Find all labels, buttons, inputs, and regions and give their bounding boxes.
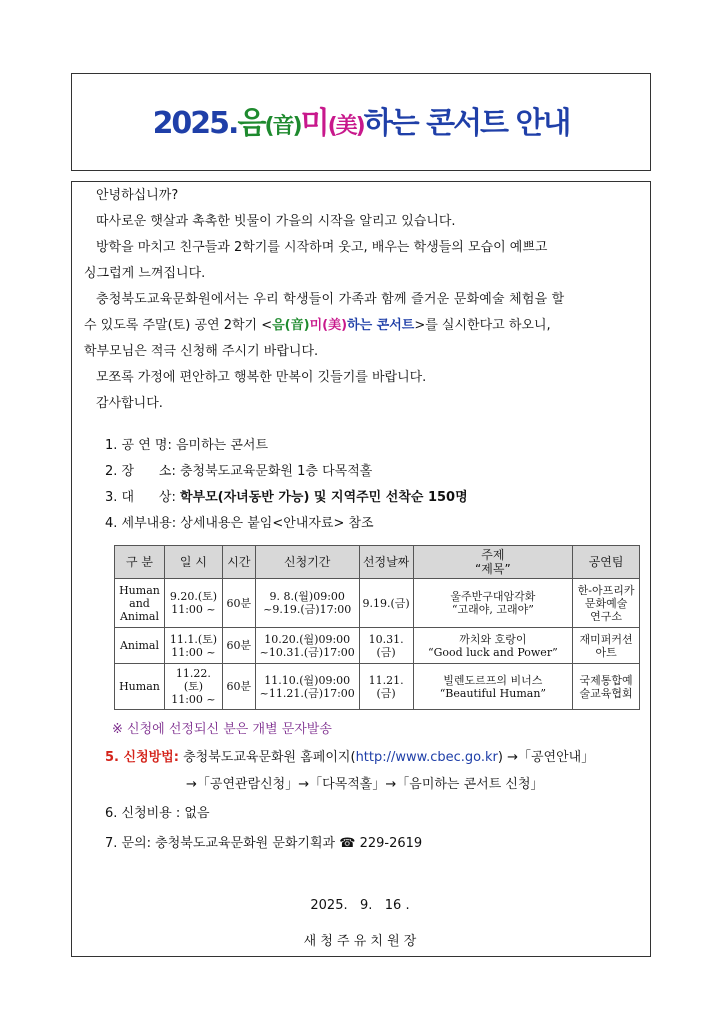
page-title	[72, 98, 650, 142]
cell-theme: 빌렌도르프의 비너스 “Beautiful Human”	[413, 664, 573, 710]
contact	[105, 836, 422, 852]
item-1	[105, 438, 268, 454]
item-2-label: 2. 장 소:	[105, 464, 176, 479]
greeting-line-8: 모쪼록 가정에 편안하고 행복한 만복이 깃들기를 바랍니다.	[96, 370, 427, 385]
cell-team: 재미퍼커션 아트	[573, 628, 640, 664]
apply-method	[105, 750, 594, 766]
cell-theme: 까치와 호랑이 “Good luck and Power”	[413, 628, 573, 664]
inline-rest: 하는 콘서트	[347, 318, 415, 333]
selection-notice: ※ 신청에 선정되신 분은 개별 문자발송	[112, 722, 332, 737]
greeting-line-5: 충청북도교육문화원에서는 우리 학생들이 가족과 함께 즐거운 문화예술 체험을 할	[96, 292, 565, 307]
title-mi: 미	[300, 106, 328, 141]
item-1-label: 1. 공 연 명:	[105, 438, 172, 453]
apply-text-2: ) →「공연안내」	[497, 750, 595, 765]
signature: 새 청 주 유 치 원 장	[303, 934, 417, 949]
header-team: 공연팀	[573, 546, 640, 579]
contact-phone: 229-2619	[359, 836, 423, 851]
title-eum-hanja: (音)	[264, 114, 301, 139]
title-rest: 하는 콘서트 안내	[363, 106, 570, 141]
item-4-value: 상세내용은 붙임<안내자료> 참조	[180, 516, 374, 531]
schedule-table	[114, 545, 640, 710]
table-row	[115, 628, 640, 664]
document-date: 2025. 9. 16 .	[310, 898, 410, 913]
item-2-value: 충청북도교육문화원 1층 다목적홀	[179, 464, 373, 479]
cell-duration: 60분	[222, 664, 255, 710]
table-row	[115, 579, 640, 628]
cell-theme: 울주반구대암각화 “고래야, 고래야”	[413, 579, 573, 628]
cell-apply-period: 11.10.(월)09:00 ~11.21.(금)17:00	[255, 664, 359, 710]
inline-mi: 미	[309, 318, 323, 333]
inline-mi-hanja: (美)	[322, 318, 348, 333]
greeting-line-6a: 수 있도록 주말(토) 공연 2학기 <	[84, 318, 273, 333]
cell-duration: 60분	[222, 579, 255, 628]
header-selection-date: 선정날짜	[359, 546, 413, 579]
inline-eum: 음	[272, 318, 285, 333]
cell-selection-date: 10.31.(금)	[359, 628, 413, 664]
cell-category: Human	[115, 664, 165, 710]
header-theme: 주제 “제목”	[413, 546, 573, 579]
table-row	[115, 664, 640, 710]
cost: 6. 신청비용 : 없음	[105, 806, 210, 821]
cell-category: Animal	[115, 628, 165, 664]
title-year: 2025.	[152, 106, 238, 141]
greeting-line-7: 학부모님은 적극 신청해 주시기 바랍니다.	[84, 344, 319, 359]
header-apply-period: 신청기간	[255, 546, 359, 579]
greeting-line-2: 따사로운 햇살과 촉촉한 빗물이 가을의 시작을 알리고 있습니다.	[96, 214, 456, 229]
apply-steps: →「공연관람신청」→「다목적홀」→「음미하는 콘서트 신청」	[186, 777, 544, 792]
title-eum: 음	[237, 106, 265, 141]
header-duration: 시간	[222, 546, 255, 579]
cell-category: Human and Animal	[115, 579, 165, 628]
homepage-link[interactable]: http://www.cbec.go.kr	[355, 750, 498, 765]
apply-text-1: 충청북도교육문화원 홈페이지(	[183, 750, 356, 765]
cell-datetime: 11.1.(토) 11:00 ~	[164, 628, 222, 664]
greeting-line-1: 안녕하십니까?	[96, 188, 179, 203]
item-4	[105, 516, 374, 532]
contact-text: 7. 문의: 충청북도교육문화원 문화기획과	[105, 836, 336, 851]
cell-datetime: 9.20.(토) 11:00 ~	[164, 579, 222, 628]
cell-datetime: 11.22. (토) 11:00 ~	[164, 664, 222, 710]
greeting-line-3: 방학을 마치고 친구들과 2학기를 시작하며 웃고, 배우는 학생들의 모습이 예쁘고	[96, 240, 548, 255]
cell-duration: 60분	[222, 628, 255, 664]
greeting-line-6	[84, 318, 551, 334]
item-2	[105, 464, 372, 480]
cell-selection-date: 11.21.(금)	[359, 664, 413, 710]
title-mi-hanja: (美)	[327, 114, 364, 139]
item-1-value: 음미하는 콘서트	[176, 438, 269, 453]
cell-team: 한-아프리카 문화예술 연구소	[573, 579, 640, 628]
item-3-value: 학부모(자녀동반 가능) 및 지역주민 선착순 150명	[179, 490, 468, 505]
table-header-row	[115, 546, 640, 579]
inline-eum-hanja: (音)	[284, 318, 310, 333]
cell-selection-date: 9.19.(금)	[359, 579, 413, 628]
item-3-label: 3. 대 상:	[105, 490, 176, 505]
greeting-line-4: 싱그럽게 느껴집니다.	[84, 266, 206, 281]
item-4-label: 4. 세부내용:	[105, 516, 177, 531]
greeting-line-9: 감사합니다.	[96, 396, 163, 411]
greeting-line-6b: >를 실시한다고 하오니,	[414, 318, 551, 333]
cell-apply-period: 10.20.(월)09:00 ~10.31.(금)17:00	[255, 628, 359, 664]
cell-team: 국제통합예 술교육협회	[573, 664, 640, 710]
header-category: 구 분	[115, 546, 165, 579]
title-box	[71, 73, 651, 171]
item-3	[105, 490, 468, 506]
cell-apply-period: 9. 8.(월)09:00 ~9.19.(금)17:00	[255, 579, 359, 628]
apply-label: 5. 신청방법:	[105, 750, 179, 765]
phone-icon: ☎	[339, 836, 356, 851]
header-datetime: 일 시	[164, 546, 222, 579]
